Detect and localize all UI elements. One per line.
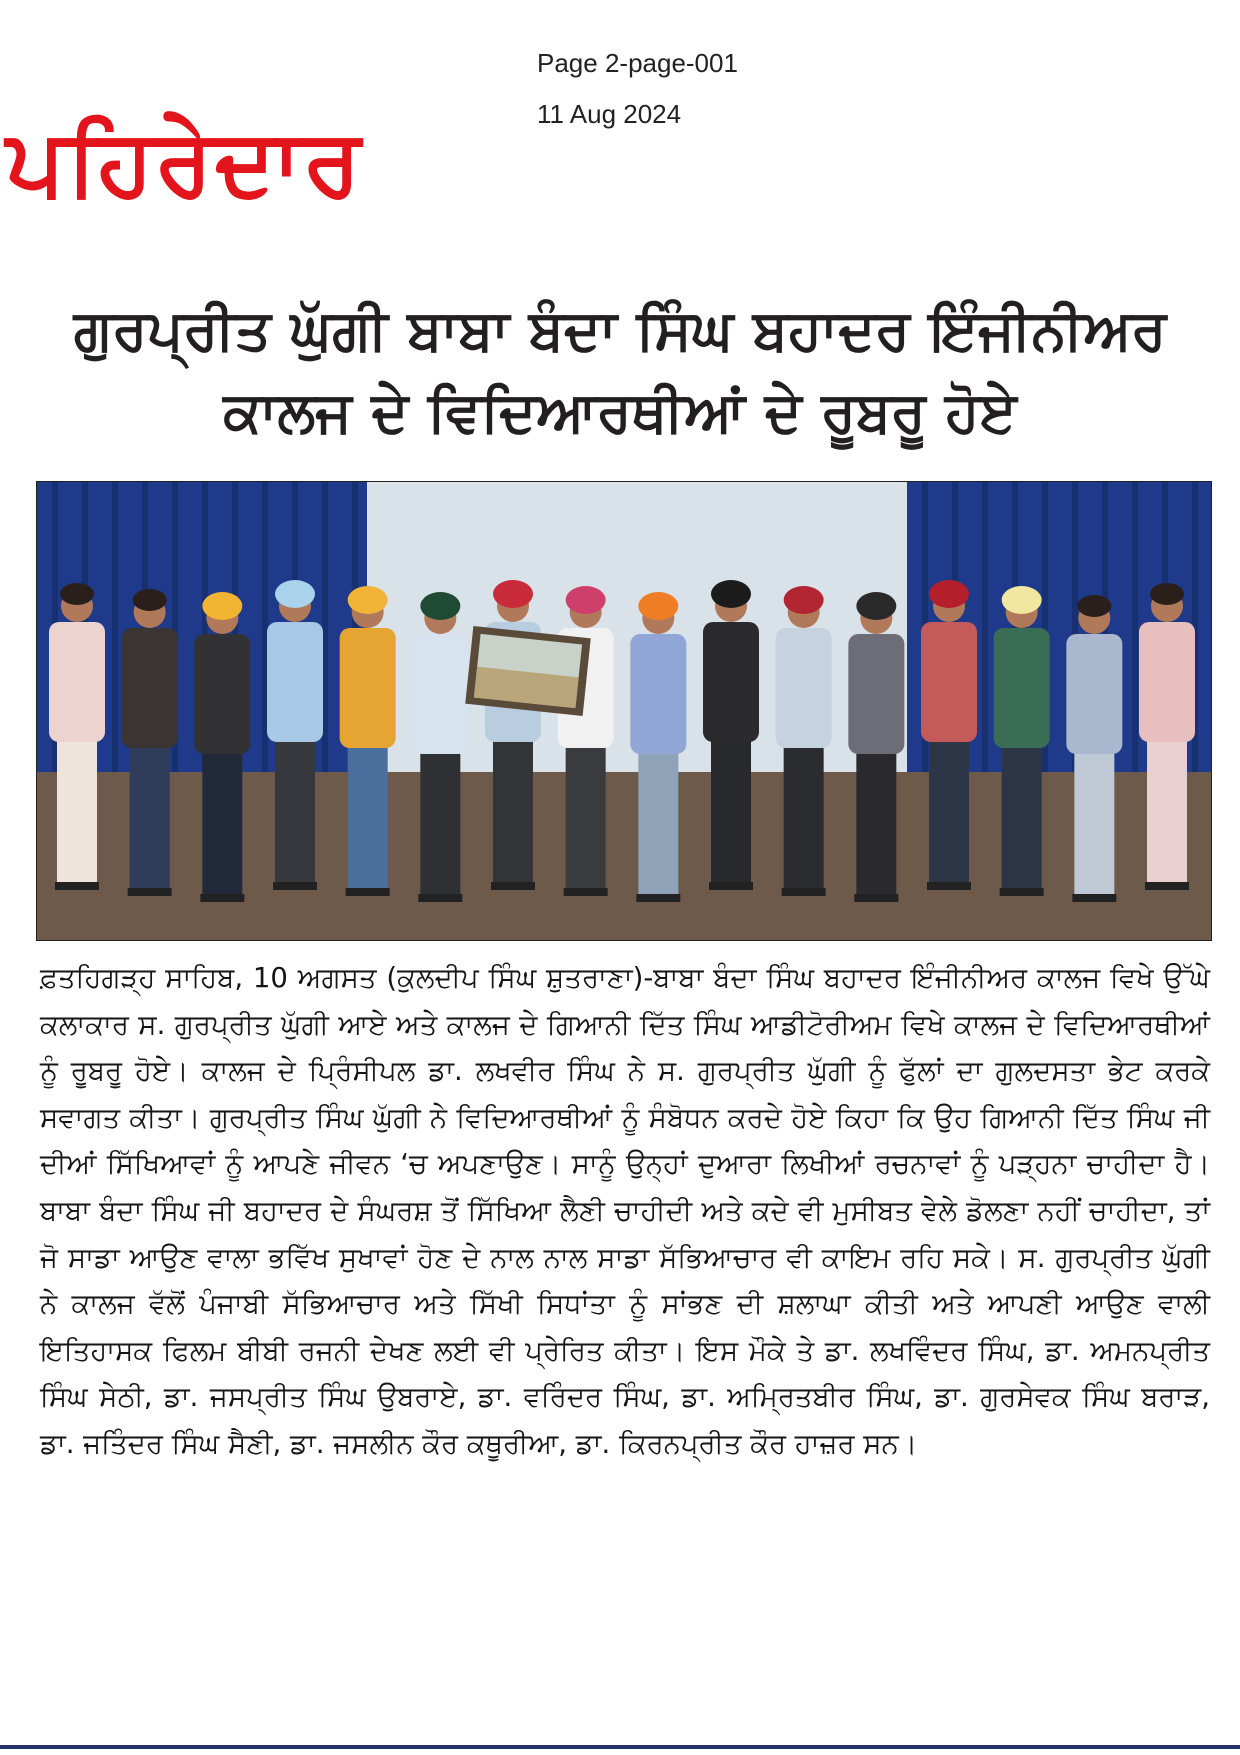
person-trousers: [638, 746, 678, 896]
person-trousers: [130, 740, 170, 890]
person-turban: [929, 580, 969, 608]
person-shoes: [273, 882, 317, 890]
person-shirt: [122, 628, 178, 748]
person-shirt: [412, 634, 468, 754]
person-figure: [194, 592, 250, 902]
person-shoes: [346, 888, 390, 896]
person-trousers: [420, 746, 460, 896]
person-trousers: [711, 734, 751, 884]
issue-date: 11 Aug 2024: [537, 99, 682, 129]
headline-line-2: ਕਾਲਜ ਦੇ ਵਿਦਿਆਰਥੀਆਂ ਦੇ ਰੂਬਰੂ ਹੋਏ: [223, 380, 1017, 445]
person-trousers: [566, 740, 606, 890]
page-reference: Page 2-page-001: [537, 48, 738, 78]
masthead: [6, 108, 536, 218]
person-shoes: [418, 894, 462, 902]
person-shoes: [200, 894, 244, 902]
person-turban: [348, 586, 388, 614]
article-body: [40, 955, 1210, 1468]
bottom-rule: [0, 1745, 1240, 1749]
person-shoes: [709, 882, 753, 890]
person-figure: [485, 580, 541, 890]
article-text: ਫ਼ਤਹਿਗੜ੍ਹ ਸਾਹਿਬ, 10 ਅਗਸਤ (ਕੁਲਦੀਪ ਸਿੰਘ ਸ਼ੁਤਰਾਣਾ)-ਬਾਬਾ ਬੰਦਾ ਸਿੰਘ ਬਹਾਦਰ ਇੰਜੀਨੀਅਰ ਕਾਲਜ ਵਿਖੇ ਉੱਘੇ ਕਲਾਕਾਰ ਸ. ਗੁਰਪ੍ਰੀਤ ਘੁੱਗੀ ਆਏ ਅਤੇ ਕਾਲਜ ਦੇ ਗਿਆਨੀ ਦਿੱਤ ਸਿੰਘ ਆਡੀਟੋਰੀਅਮ ਵਿਖੇ ਕਾਲਜ ਦੇ ਵਿਦਿਆਰਥੀਆਂ ਨੂੰ ਰੂਬਰੂ ਹੋਏ। ਕਾਲਜ ਦੇ ਪ੍ਰਿੰਸੀਪਲ ਡਾ. ਲਖਵੀਰ ਸਿੰਘ ਨੇ ਸ. ਗੁਰਪ੍ਰੀਤ ਘੁੱਗੀ ਨੂੰ ਫੁੱਲਾਂ ਦਾ ਗੁਲਦਸਤਾ ਭੇਟ ਕਰਕੇ ਸਵਾਗਤ ਕੀਤਾ। ਗੁਰਪ੍ਰੀਤ ਸਿੰਘ ਘੁੱਗੀ ਨੇ ਵਿਦਿਆਰਥੀਆਂ ਨੂੰ ਸੰਬੋਧਨ ਕਰਦੇ ਹੋਏ ਕਿਹਾ ਕਿ ਉਹ ਗਿਆਨੀ ਦਿੱਤ ਸਿੰਘ ਜੀ ਦੀਆਂ ਸਿੱਖਿਆਵਾਂ ਨੂੰ ਆਪਣੇ ਜੀਵਨ ‘ਚ ਅਪਣਾਉਣ। ਸਾਨੂੰ ਉਨ੍ਹਾਂ ਦੁਆਰਾ ਲਿਖੀਆਂ ਰਚਨਾਵਾਂ ਨੂੰ ਪੜ੍ਹਨਾ ਚਾਹੀਦਾ ਹੈ। ਬਾਬਾ ਬੰਦਾ ਸਿੰਘ ਜੀ ਬਹਾਦਰ ਦੇ ਸੰਘਰਸ਼ ਤੋਂ ਸਿੱਖਿਆ ਲੈਣੀ ਚਾਹੀਦੀ ਅਤੇ ਕਦੇ ਵੀ ਮੁਸੀਬਤ ਵੇਲੇ ਡੋਲਣਾ ਨਹੀਂ ਚਾਹੀਦਾ, ਤਾਂ ਜੋ ਸਾਡਾ ਆਉਣ ਵਾਲਾ ਭਵਿੱਖ ਸੁਖਾਵਾਂ ਹੋਣ ਦੇ ਨਾਲ ਨਾਲ ਸਾਡਾ ਸੱਭਿਆਚਾਰ ਵੀ ਕਾਇਮ ਰਹਿ ਸਕੇ। ਸ. ਗੁਰਪ੍ਰੀਤ ਘੁੱਗੀ ਨੇ ਕਾਲਜ ਵੱਲੋਂ ਪੰਜਾਬੀ ਸੱਭਿਆਚਾਰ ਅਤੇ ਸਿੱਖੀ ਸਿਧਾਂਤਾ ਨੂੰ ਸਾਂਭਣ ਦੀ ਸ਼ਲਾਘਾ ਕੀਤੀ ਅਤੇ ਆਪਣੀ ਆਉਣ ਵਾਲੀ ਇਤਿਹਾਸਕ ਫਿਲਮ ਬੀਬੀ ਰਜਨੀ ਦੇਖਣ ਲਈ ਵੀ ਪ੍ਰੇਰਿਤ ਕੀਤਾ। ਇਸ ਮੌਕੇ ਤੇ ਡਾ. ਲਖਵਿੰਦਰ ਸਿੰਘ, ਡਾ. ਅਮਨਪ੍ਰੀਤ ਸਿੰਘ ਸੇਠੀ, ਡਾ. ਜਸਪ੍ਰੀਤ ਸਿੰਘ ਉਬਰਾਏ, ਡਾ. ਵਰਿੰਦਰ ਸਿੰਘ, ਡਾ. ਅਮ੍ਰਿਤਬੀਰ ਸਿੰਘ, ਡਾ. ਗੁਰਸੇਵਕ ਸਿੰਘ ਬਰਾੜ, ਡਾ. ਜਤਿੰਦਰ ਸਿੰਘ ਸੈਣੀ, ਡਾ. ਜਸਲੀਨ ਕੌਰ ਕਥੂਰੀਆ, ਡਾ. ਕਿਰਨਪ੍ਰੀਤ ਕੌਰ ਹਾਜ਼ਰ ਸਨ।: [40, 962, 1210, 1460]
person-figure: [921, 580, 977, 890]
headline: [20, 290, 1220, 454]
person-shirt: [994, 628, 1050, 748]
person-trousers: [929, 734, 969, 884]
person-shirt: [630, 634, 686, 754]
person-figure: [703, 580, 759, 890]
person-hair: [60, 583, 94, 605]
person-trousers: [202, 746, 242, 896]
person-trousers: [275, 734, 315, 884]
framed-painting: [465, 626, 591, 716]
person-trousers: [784, 740, 824, 890]
person-turban: [420, 592, 460, 620]
person-shirt: [921, 622, 977, 742]
person-trousers: [1147, 734, 1187, 884]
person-turban: [566, 586, 606, 614]
person-shirt: [267, 622, 323, 742]
person-figure: [630, 592, 686, 902]
headline-line-1: ਗੁਰਪ੍ਰੀਤ ਘੁੱਗੀ ਬਾਬਾ ਬੰਦਾ ਸਿੰਘ ਬਹਾਦਰ ਇੰਜੀਨੀਅਰ: [73, 298, 1167, 363]
person-turban: [1002, 586, 1042, 614]
masthead-name: ਪਹਿਰੇਦਾਰ: [6, 109, 363, 216]
person-turban: [784, 586, 824, 614]
person-shirt: [49, 622, 105, 742]
person-figure: [558, 586, 614, 896]
person-figure: [340, 586, 396, 896]
person-trousers: [1074, 746, 1114, 896]
person-shoes: [636, 894, 680, 902]
person-shirt: [1066, 634, 1122, 754]
person-trousers: [57, 734, 97, 884]
person-shirt: [1139, 622, 1195, 742]
person-shoes: [491, 882, 535, 890]
person-shirt: [194, 634, 250, 754]
news-photo: [36, 481, 1212, 941]
person-figure: [1066, 595, 1122, 902]
person-figure: [776, 586, 832, 896]
person-turban: [856, 592, 896, 620]
person-figure: [122, 589, 178, 896]
person-turban: [638, 592, 678, 620]
person-shirt: [776, 628, 832, 748]
person-hair: [1150, 583, 1184, 605]
person-hair: [1077, 595, 1111, 617]
person-shoes: [1145, 882, 1189, 890]
person-turban: [711, 580, 751, 608]
person-shoes: [1072, 894, 1116, 902]
person-shirt: [703, 622, 759, 742]
person-shirt: [340, 628, 396, 748]
person-turban: [275, 580, 315, 608]
person-hair: [133, 589, 167, 611]
person-trousers: [348, 740, 388, 890]
person-turban: [493, 580, 533, 608]
person-shoes: [1000, 888, 1044, 896]
person-trousers: [493, 734, 533, 884]
person-shoes: [55, 882, 99, 890]
person-shoes: [927, 882, 971, 890]
person-shoes: [128, 888, 172, 896]
person-shoes: [854, 894, 898, 902]
person-figure: [267, 580, 323, 890]
person-figure: [412, 592, 468, 902]
person-trousers: [1002, 740, 1042, 890]
person-trousers: [856, 746, 896, 896]
person-shoes: [782, 888, 826, 896]
person-turban: [202, 592, 242, 620]
person-figure: [1139, 583, 1195, 890]
person-figure: [994, 586, 1050, 896]
person-shirt: [848, 634, 904, 754]
group-photo-illustration: [37, 482, 1211, 940]
person-figure: [49, 583, 105, 890]
person-shoes: [564, 888, 608, 896]
person-figure: [848, 592, 904, 902]
